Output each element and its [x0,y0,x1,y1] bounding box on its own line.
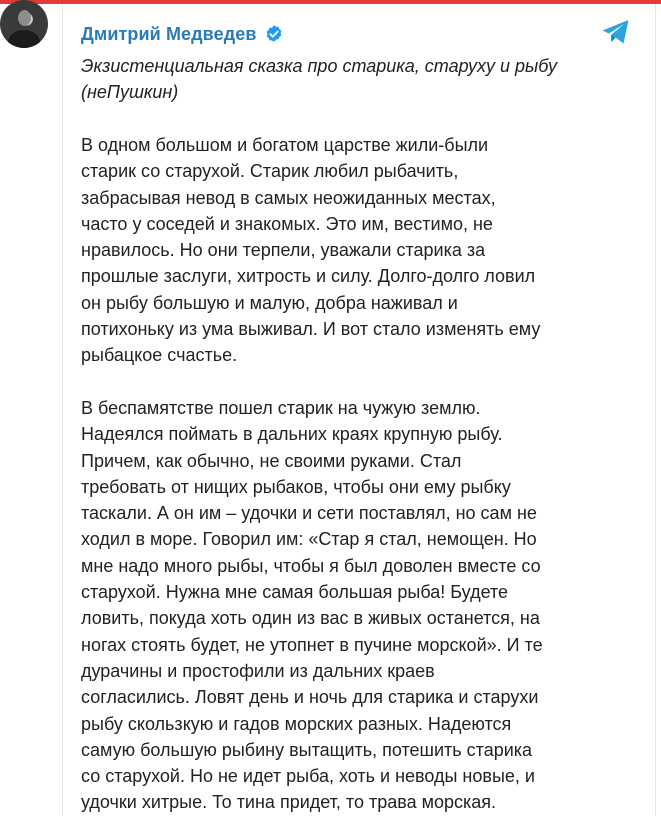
post-paragraph-1: В одном большом и богатом царстве жили-были старик со старухой. Старик любил рыбачить, забрасывая невод в самых неожиданных местах, часто у соседей и знакомых. Это им, вестимо, не нравилось. Но они терпели, уважали старика за прошлые заслуги, хитрость и силу. Долго-долго ловил он рыбу большую и малую, добра наживал и потихоньку из ума выживал. И вот стало изменять ему рыбацкое счастье. [81,135,541,366]
author-name[interactable]: Дмитрий Медведев [81,23,257,44]
post-paragraph-2: В беспамятстве пошел старик на чужую землю. Надеялся поймать в дальних краях крупную рыбу. Причем, как обычно, не своими руками. Стал требовать от нищих рыбаков, чтобы они ему рыбку таскали. А он им – удочки и сети поставлял, но сам не ходил в море. Говорил им: «Стар я стал, немощен. Но мне надо много рыбы, чтобы я был доволен вместе со старухой. Нужна мне самая большая рыба! Будете ловить, покуда хоть один из вас в живых останется, на ногах стоять будет, не утопнет в пучине морской». И те дурачины и простофили из дальних краев согласились. Ловят день и ночь для старика и старухи рыбу скользкую и гадов морских разных. Надеются самую большую рыбину вытащить, потешить старика со старухой. Но не идет рыба, хоть и неводы новые, и удочки хитрые. То тина придет, то трава морская. [81,398,543,813]
post-title: Экзистенциальная сказка про старика, старуху и рыбу (неПушкин) [81,56,558,102]
verified-badge-icon [264,24,284,44]
post-card [62,4,656,816]
telegram-icon[interactable] [601,18,631,46]
avatar-head [18,10,31,26]
post-header [81,18,284,50]
avatar-suit [8,30,40,48]
author-avatar[interactable] [0,0,48,48]
